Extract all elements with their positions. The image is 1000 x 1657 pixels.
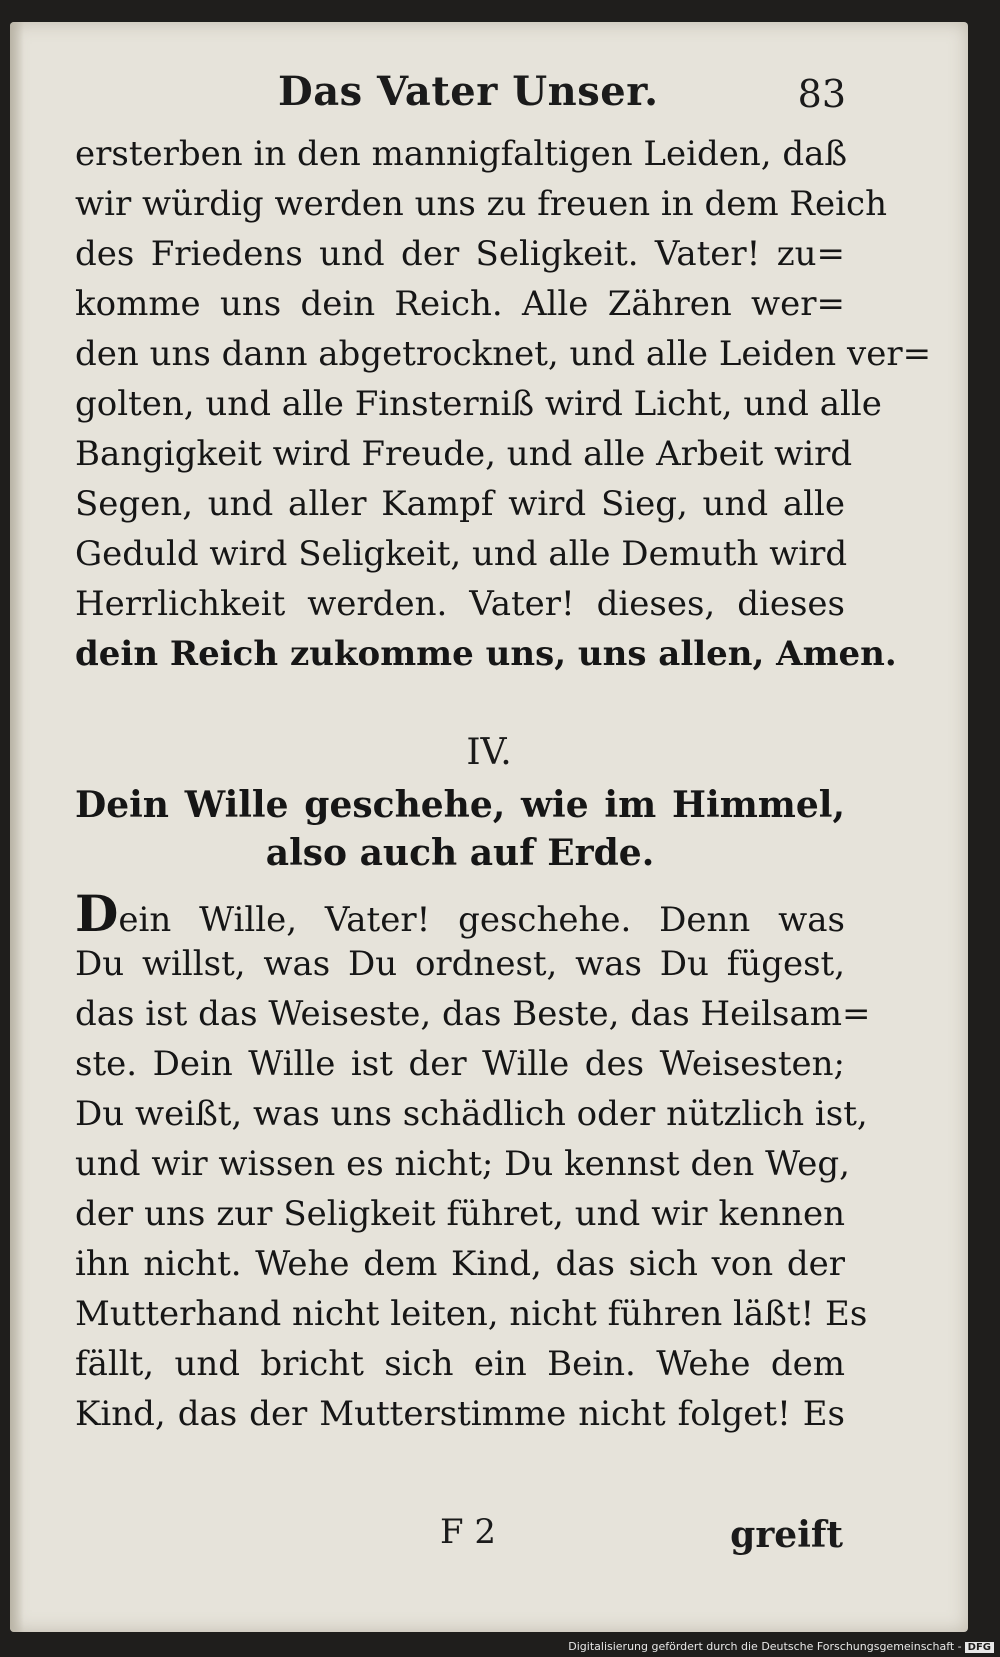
book-page bbox=[10, 22, 968, 1632]
text-line: Bangigkeit wird Freude, und alle Arbeit wird bbox=[75, 434, 853, 474]
section-title-line-1: Dein Wille geschehe, wie im Himmel, bbox=[75, 784, 845, 826]
text-line: den uns dann abgetrocknet, und alle Leiden ver= bbox=[75, 334, 932, 374]
signature-mark: F 2 bbox=[440, 1512, 497, 1552]
catchword: greift bbox=[730, 1514, 843, 1556]
text-line: ihn nicht. Wehe dem Kind, das sich von der bbox=[75, 1244, 845, 1284]
text-line: Kind, das der Mutterstimme nicht folget! Es bbox=[75, 1394, 845, 1434]
text-line: Mutterhand nicht leiten, nicht führen läßt! Es bbox=[75, 1294, 868, 1334]
page-number: 83 bbox=[797, 72, 846, 116]
text-line: Du weißt, was uns schädlich oder nützlich ist, bbox=[75, 1094, 868, 1134]
first-line-text: ein Wille, Vater! geschehe. Denn was bbox=[118, 900, 845, 940]
text-line: golten, und alle Finsterniß wird Licht, und alle bbox=[75, 384, 882, 424]
page-header bbox=[10, 62, 968, 122]
text-line: der uns zur Seligkeit führet, und wir kennen bbox=[75, 1194, 845, 1234]
text-line: ste. Dein Wille ist der Wille des Weisesten; bbox=[75, 1044, 845, 1084]
text-line: Du willst, was Du ordnest, was Du fügest, bbox=[75, 944, 845, 984]
text-line: wir würdig werden uns zu freuen in dem Reich bbox=[75, 184, 887, 224]
text-line: ersterben in den mannigfaltigen Leiden, daß bbox=[75, 134, 848, 174]
section-title-line-2: also auch auf Erde. bbox=[265, 832, 655, 874]
text-line: dein Reich zukomme uns, uns allen, Amen. bbox=[75, 634, 897, 674]
text-line: fällt, und bricht sich ein Bein. Wehe dem bbox=[75, 1344, 845, 1384]
text-line: das ist das Weiseste, das Beste, das Heilsam= bbox=[75, 994, 871, 1034]
running-title: Das Vater Unser. bbox=[278, 68, 659, 115]
text-line: Geduld wird Seligkeit, und alle Demuth wird bbox=[75, 534, 848, 574]
text-line-first bbox=[75, 884, 845, 943]
drop-capital: D bbox=[75, 884, 119, 943]
text-line: und wir wissen es nicht; Du kennst den Weg, bbox=[75, 1144, 850, 1184]
credit-text: Digitalisierung gefördert durch die Deutsche Forschungsgemeinschaft - bbox=[568, 1640, 962, 1653]
dfg-logo: DFG bbox=[965, 1642, 994, 1653]
section-number: IV. bbox=[466, 732, 512, 773]
text-line: Herrlichkeit werden. Vater! dieses, dieses bbox=[75, 584, 845, 624]
text-line: des Friedens und der Seligkeit. Vater! zu= bbox=[75, 234, 845, 274]
digitization-credit bbox=[568, 1640, 994, 1653]
text-line: komme uns dein Reich. Alle Zähren wer= bbox=[75, 284, 845, 324]
text-line: Segen, und aller Kampf wird Sieg, und alle bbox=[75, 484, 845, 524]
